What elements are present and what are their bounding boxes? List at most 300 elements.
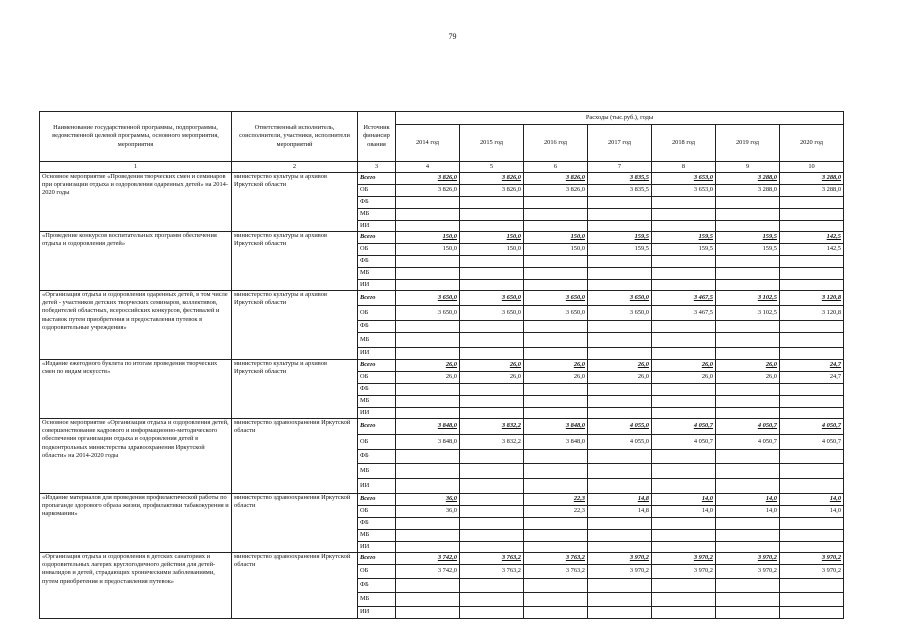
regional-budget-value: 3 653,0 bbox=[652, 185, 716, 197]
empty-cell bbox=[460, 464, 524, 479]
empty-cell bbox=[396, 579, 460, 593]
empty-cell bbox=[588, 384, 652, 396]
empty-cell bbox=[396, 542, 460, 553]
regional-budget-value: 3 848,0 bbox=[524, 435, 588, 450]
total-value: 4 050,7 bbox=[652, 419, 716, 435]
funding-source: МБ bbox=[358, 593, 396, 607]
regional-budget-value: 3 650,0 bbox=[460, 306, 524, 321]
empty-cell bbox=[652, 197, 716, 209]
total-value: 4 050,7 bbox=[716, 419, 780, 435]
header-source: Источник финансир ования bbox=[358, 112, 396, 162]
regional-budget-value: 3 826,0 bbox=[524, 185, 588, 197]
regional-budget-value: 3 288,0 bbox=[780, 185, 844, 197]
regional-budget-value: 3 848,0 bbox=[396, 435, 460, 450]
empty-cell bbox=[524, 593, 588, 607]
funding-source: Всего bbox=[358, 419, 396, 435]
activity-name: Основное мероприятие «Организация отдыха и оздоровления детей, совершенствование кадрового и информационно-методического обеспечения организации отдыха и оздоровления детей в подконтрольных министерства здравоохранения Иркутской области» на 2014-2020 годы bbox=[40, 419, 232, 494]
regional-budget-value: 26,0 bbox=[588, 372, 652, 384]
empty-cell bbox=[652, 518, 716, 530]
funding-source: МБ bbox=[358, 209, 396, 221]
regional-budget-value: 3 970,2 bbox=[716, 565, 780, 579]
regional-budget-value: 26,0 bbox=[652, 372, 716, 384]
empty-cell bbox=[588, 593, 652, 607]
empty-cell bbox=[396, 333, 460, 348]
empty-cell bbox=[524, 607, 588, 619]
empty-cell bbox=[460, 209, 524, 221]
empty-cell bbox=[716, 333, 780, 348]
empty-cell bbox=[524, 464, 588, 479]
funding-source: ОБ bbox=[358, 435, 396, 450]
regional-budget-value: 3 288,0 bbox=[716, 185, 780, 197]
total-value: 3 650,0 bbox=[524, 291, 588, 306]
regional-budget-value: 14,0 bbox=[716, 506, 780, 518]
funding-source: ФБ bbox=[358, 579, 396, 593]
empty-cell bbox=[716, 197, 780, 209]
funding-source: ИИ bbox=[358, 542, 396, 553]
empty-cell bbox=[716, 348, 780, 360]
funding-source: ОБ bbox=[358, 565, 396, 579]
empty-cell bbox=[588, 518, 652, 530]
regional-budget-value: 3 650,0 bbox=[524, 306, 588, 321]
regional-budget-value: 150,0 bbox=[524, 244, 588, 256]
funding-source: Всего bbox=[358, 553, 396, 565]
total-value: 14,0 bbox=[716, 494, 780, 506]
total-value: 3 763,2 bbox=[524, 553, 588, 565]
total-value: 3 650,0 bbox=[588, 291, 652, 306]
empty-cell bbox=[460, 579, 524, 593]
empty-cell bbox=[780, 348, 844, 360]
empty-cell bbox=[524, 333, 588, 348]
empty-cell bbox=[716, 321, 780, 333]
empty-cell bbox=[396, 280, 460, 291]
regional-budget-value: 159,5 bbox=[652, 244, 716, 256]
executor-name: министерство культуры и архивов Иркутской области bbox=[232, 291, 358, 360]
funding-source: МБ bbox=[358, 464, 396, 479]
empty-cell bbox=[588, 579, 652, 593]
empty-cell bbox=[460, 348, 524, 360]
regional-budget-value: 3 763,2 bbox=[460, 565, 524, 579]
funding-source: Всего bbox=[358, 494, 396, 506]
empty-cell bbox=[716, 408, 780, 419]
empty-cell bbox=[652, 593, 716, 607]
funding-source: ОБ bbox=[358, 506, 396, 518]
empty-cell bbox=[780, 408, 844, 419]
empty-cell bbox=[396, 530, 460, 542]
empty-cell bbox=[652, 479, 716, 494]
empty-cell bbox=[588, 333, 652, 348]
empty-cell bbox=[588, 607, 652, 619]
empty-cell bbox=[460, 479, 524, 494]
empty-cell bbox=[524, 479, 588, 494]
total-value: 14,8 bbox=[588, 494, 652, 506]
funding-source: Всего bbox=[358, 232, 396, 244]
empty-cell bbox=[780, 579, 844, 593]
empty-cell bbox=[460, 256, 524, 268]
table-row bbox=[40, 553, 844, 565]
total-value: 24,7 bbox=[780, 360, 844, 372]
empty-cell bbox=[716, 530, 780, 542]
regional-budget-value: 3 650,0 bbox=[396, 306, 460, 321]
empty-cell bbox=[780, 280, 844, 291]
table-row bbox=[40, 291, 844, 306]
empty-cell bbox=[524, 450, 588, 464]
empty-cell bbox=[652, 607, 716, 619]
empty-cell bbox=[652, 579, 716, 593]
funding-source: МБ bbox=[358, 333, 396, 348]
empty-cell bbox=[780, 593, 844, 607]
empty-cell bbox=[652, 450, 716, 464]
regional-budget-value: 26,0 bbox=[396, 372, 460, 384]
regional-budget-value: 3 826,0 bbox=[460, 185, 524, 197]
empty-cell bbox=[396, 593, 460, 607]
funding-source: МБ bbox=[358, 268, 396, 280]
empty-cell bbox=[588, 348, 652, 360]
total-value: 36,0 bbox=[396, 494, 460, 506]
empty-cell bbox=[588, 209, 652, 221]
empty-cell bbox=[524, 197, 588, 209]
empty-cell bbox=[780, 396, 844, 408]
regional-budget-value: 24,7 bbox=[780, 372, 844, 384]
regional-budget-value: 3 826,0 bbox=[396, 185, 460, 197]
total-value: 159,5 bbox=[588, 232, 652, 244]
empty-cell bbox=[396, 408, 460, 419]
total-value: 3 763,2 bbox=[460, 553, 524, 565]
regional-budget-value: 3 763,2 bbox=[524, 565, 588, 579]
total-value: 159,5 bbox=[652, 232, 716, 244]
empty-cell bbox=[588, 450, 652, 464]
regional-budget-value: 159,5 bbox=[588, 244, 652, 256]
column-number: 5 bbox=[460, 162, 524, 173]
executor-name: министерство культуры и архивов Иркутской области bbox=[232, 360, 358, 419]
regional-budget-value: 4 050,7 bbox=[780, 435, 844, 450]
total-value: 3 848,0 bbox=[524, 419, 588, 435]
empty-cell bbox=[652, 221, 716, 232]
empty-cell bbox=[588, 530, 652, 542]
total-value: 3 650,0 bbox=[396, 291, 460, 306]
header-executor: Ответственный исполнитель, соисполнители, участники, исполнители мероприятий bbox=[232, 112, 358, 162]
column-number: 1 bbox=[40, 162, 232, 173]
table-row bbox=[40, 494, 844, 506]
total-value: 3 970,2 bbox=[652, 553, 716, 565]
empty-cell bbox=[396, 384, 460, 396]
total-value: 26,0 bbox=[460, 360, 524, 372]
empty-cell bbox=[460, 221, 524, 232]
empty-cell bbox=[396, 396, 460, 408]
total-value: 26,0 bbox=[716, 360, 780, 372]
empty-cell bbox=[524, 384, 588, 396]
empty-cell bbox=[524, 348, 588, 360]
empty-cell bbox=[588, 280, 652, 291]
empty-cell bbox=[460, 530, 524, 542]
funding-source: ИИ bbox=[358, 280, 396, 291]
total-value: 3 970,2 bbox=[716, 553, 780, 565]
total-value: 4 050,7 bbox=[780, 419, 844, 435]
total-value: 150,0 bbox=[460, 232, 524, 244]
regional-budget-value: 26,0 bbox=[460, 372, 524, 384]
empty-cell bbox=[460, 593, 524, 607]
empty-cell bbox=[652, 542, 716, 553]
total-value: 3 288,0 bbox=[716, 173, 780, 185]
empty-cell bbox=[780, 384, 844, 396]
empty-cell bbox=[716, 464, 780, 479]
column-number: 2 bbox=[232, 162, 358, 173]
column-number: 7 bbox=[588, 162, 652, 173]
regional-budget-value: 3 970,2 bbox=[652, 565, 716, 579]
total-value: 22,3 bbox=[524, 494, 588, 506]
empty-cell bbox=[716, 518, 780, 530]
column-number: 4 bbox=[396, 162, 460, 173]
empty-cell bbox=[396, 348, 460, 360]
empty-cell bbox=[780, 256, 844, 268]
empty-cell bbox=[524, 321, 588, 333]
regional-budget-value: 3 102,5 bbox=[716, 306, 780, 321]
empty-cell bbox=[524, 221, 588, 232]
empty-cell bbox=[460, 280, 524, 291]
empty-cell bbox=[716, 256, 780, 268]
empty-cell bbox=[716, 450, 780, 464]
empty-cell bbox=[396, 464, 460, 479]
total-value: 14,0 bbox=[652, 494, 716, 506]
regional-budget-value: 4 055,0 bbox=[588, 435, 652, 450]
empty-cell bbox=[780, 209, 844, 221]
empty-cell bbox=[588, 197, 652, 209]
funding-source: ФБ bbox=[358, 321, 396, 333]
empty-cell bbox=[524, 209, 588, 221]
column-number: 10 bbox=[780, 162, 844, 173]
empty-cell bbox=[780, 221, 844, 232]
empty-cell bbox=[716, 268, 780, 280]
header-year: 2019 год bbox=[716, 125, 780, 162]
empty-cell bbox=[716, 579, 780, 593]
empty-cell bbox=[588, 268, 652, 280]
regional-budget-value: 3 650,0 bbox=[588, 306, 652, 321]
total-value: 159,5 bbox=[716, 232, 780, 244]
total-value: 3 826,0 bbox=[396, 173, 460, 185]
column-number: 3 bbox=[358, 162, 396, 173]
empty-cell bbox=[524, 280, 588, 291]
regional-budget-value bbox=[460, 506, 524, 518]
empty-cell bbox=[396, 607, 460, 619]
empty-cell bbox=[460, 450, 524, 464]
header-year: 2016 год bbox=[524, 125, 588, 162]
regional-budget-value: 150,0 bbox=[460, 244, 524, 256]
header-year: 2014 год bbox=[396, 125, 460, 162]
activity-name: «Организация отдыха и оздоровления одаренных детей, в том числе детей - участников детских творческих семинаров, коллективов, победителей областных, всероссийских конкурсов, фестивалей и выставок путем приобретения и предоставления путевок в оздоровительные учреждения» bbox=[40, 291, 232, 360]
column-number: 8 bbox=[652, 162, 716, 173]
empty-cell bbox=[524, 256, 588, 268]
regional-budget-value: 3 970,2 bbox=[588, 565, 652, 579]
empty-cell bbox=[524, 530, 588, 542]
total-value: 3 653,0 bbox=[652, 173, 716, 185]
empty-cell bbox=[716, 542, 780, 553]
empty-cell bbox=[396, 197, 460, 209]
empty-cell bbox=[652, 209, 716, 221]
empty-cell bbox=[524, 396, 588, 408]
funding-source: ФБ bbox=[358, 518, 396, 530]
empty-cell bbox=[652, 530, 716, 542]
total-value: 3 650,0 bbox=[460, 291, 524, 306]
empty-cell bbox=[716, 209, 780, 221]
regional-budget-value: 22,3 bbox=[524, 506, 588, 518]
empty-cell bbox=[652, 384, 716, 396]
table-row bbox=[40, 419, 844, 435]
regional-budget-value: 3 120,8 bbox=[780, 306, 844, 321]
regional-budget-value: 14,0 bbox=[652, 506, 716, 518]
empty-cell bbox=[780, 450, 844, 464]
funding-source: ОБ bbox=[358, 185, 396, 197]
header-year: 2018 год bbox=[652, 125, 716, 162]
funding-source: МБ bbox=[358, 530, 396, 542]
empty-cell bbox=[588, 479, 652, 494]
executor-name: министерство культуры и архивов Иркутской области bbox=[232, 232, 358, 291]
empty-cell bbox=[716, 593, 780, 607]
empty-cell bbox=[716, 221, 780, 232]
funding-source: ФБ bbox=[358, 384, 396, 396]
regional-budget-value: 159,5 bbox=[716, 244, 780, 256]
regional-budget-value: 3 467,5 bbox=[652, 306, 716, 321]
empty-cell bbox=[780, 321, 844, 333]
funding-source: ФБ bbox=[358, 197, 396, 209]
total-value bbox=[460, 494, 524, 506]
total-value: 26,0 bbox=[588, 360, 652, 372]
total-value: 150,0 bbox=[524, 232, 588, 244]
executor-name: министерство здравоохранения Иркутской области bbox=[232, 494, 358, 553]
total-value: 26,0 bbox=[524, 360, 588, 372]
total-value: 3 826,0 bbox=[460, 173, 524, 185]
empty-cell bbox=[460, 518, 524, 530]
empty-cell bbox=[396, 321, 460, 333]
funding-source: Всего bbox=[358, 360, 396, 372]
budget-table bbox=[39, 111, 844, 619]
empty-cell bbox=[780, 530, 844, 542]
empty-cell bbox=[716, 384, 780, 396]
table-row bbox=[40, 360, 844, 372]
funding-source: ИИ bbox=[358, 221, 396, 232]
empty-cell bbox=[780, 333, 844, 348]
empty-cell bbox=[652, 256, 716, 268]
funding-source: ИИ bbox=[358, 479, 396, 494]
funding-source: ФБ bbox=[358, 450, 396, 464]
funding-source: ИИ bbox=[358, 408, 396, 419]
funding-source: ИИ bbox=[358, 607, 396, 619]
column-number: 9 bbox=[716, 162, 780, 173]
empty-cell bbox=[716, 280, 780, 291]
funding-source: ФБ bbox=[358, 256, 396, 268]
header-expenses: Расходы (тыс.руб.), годы bbox=[396, 112, 844, 125]
empty-cell bbox=[780, 542, 844, 553]
empty-cell bbox=[780, 268, 844, 280]
regional-budget-value: 14,0 bbox=[780, 506, 844, 518]
empty-cell bbox=[460, 384, 524, 396]
total-value: 4 055,0 bbox=[588, 419, 652, 435]
empty-cell bbox=[652, 408, 716, 419]
total-value: 150,0 bbox=[396, 232, 460, 244]
total-value: 3 835,5 bbox=[588, 173, 652, 185]
empty-cell bbox=[780, 464, 844, 479]
funding-source: ОБ bbox=[358, 244, 396, 256]
total-value: 3 742,0 bbox=[396, 553, 460, 565]
empty-cell bbox=[652, 268, 716, 280]
empty-cell bbox=[780, 479, 844, 494]
total-value: 142,5 bbox=[780, 232, 844, 244]
empty-cell bbox=[652, 396, 716, 408]
empty-cell bbox=[588, 221, 652, 232]
empty-cell bbox=[396, 256, 460, 268]
activity-name: «Организация отдыха и оздоровления в детских санаториях и оздоровительных лагерях круглогодичного действия для детей-инвалидов и детей, страдающих хроническими заболеваниями, путем приобретения и предоставления путевок» bbox=[40, 553, 232, 619]
executor-name: министерство культуры и архивов Иркутской области bbox=[232, 173, 358, 232]
empty-cell bbox=[588, 464, 652, 479]
empty-cell bbox=[396, 268, 460, 280]
empty-cell bbox=[524, 518, 588, 530]
empty-cell bbox=[652, 321, 716, 333]
empty-cell bbox=[780, 607, 844, 619]
empty-cell bbox=[780, 518, 844, 530]
total-value: 3 120,8 bbox=[780, 291, 844, 306]
regional-budget-value: 14,8 bbox=[588, 506, 652, 518]
empty-cell bbox=[460, 321, 524, 333]
header-year: 2017 год bbox=[588, 125, 652, 162]
total-value: 3 467,5 bbox=[652, 291, 716, 306]
empty-cell bbox=[524, 579, 588, 593]
regional-budget-value: 142,5 bbox=[780, 244, 844, 256]
header-name: Наименование государственной программы, подпрограммы, ведомственной целевой программы, основного мероприятия, мероприятия bbox=[40, 112, 232, 162]
total-value: 3 970,2 bbox=[780, 553, 844, 565]
empty-cell bbox=[652, 464, 716, 479]
table-row bbox=[40, 232, 844, 244]
funding-source: ОБ bbox=[358, 372, 396, 384]
empty-cell bbox=[780, 197, 844, 209]
column-number: 6 bbox=[524, 162, 588, 173]
funding-source: МБ bbox=[358, 396, 396, 408]
total-value: 3 288,0 bbox=[780, 173, 844, 185]
regional-budget-value: 26,0 bbox=[524, 372, 588, 384]
empty-cell bbox=[588, 256, 652, 268]
empty-cell bbox=[396, 221, 460, 232]
funding-source: Всего bbox=[358, 291, 396, 306]
empty-cell bbox=[716, 479, 780, 494]
empty-cell bbox=[460, 333, 524, 348]
header-year: 2020 год bbox=[780, 125, 844, 162]
empty-cell bbox=[396, 209, 460, 221]
empty-cell bbox=[460, 197, 524, 209]
regional-budget-value: 150,0 bbox=[396, 244, 460, 256]
activity-name: «Проведение конкурсов воспитательных программ обеспечения отдыха и оздоровления детей» bbox=[40, 232, 232, 291]
funding-source: ОБ bbox=[358, 306, 396, 321]
regional-budget-value: 4 050,7 bbox=[716, 435, 780, 450]
empty-cell bbox=[524, 542, 588, 553]
empty-cell bbox=[652, 333, 716, 348]
empty-cell bbox=[652, 348, 716, 360]
regional-budget-value: 3 970,2 bbox=[780, 565, 844, 579]
activity-name: «Издание материалов для проведения профилактической работы по пропаганде здорового образа жизни, профилактики табакокурения и наркомании» bbox=[40, 494, 232, 553]
total-value: 26,0 bbox=[396, 360, 460, 372]
funding-source: Всего bbox=[358, 173, 396, 185]
empty-cell bbox=[460, 542, 524, 553]
empty-cell bbox=[588, 321, 652, 333]
empty-cell bbox=[460, 408, 524, 419]
header-year: 2015 год bbox=[460, 125, 524, 162]
total-value: 14,0 bbox=[780, 494, 844, 506]
regional-budget-value: 3 832,2 bbox=[460, 435, 524, 450]
empty-cell bbox=[396, 450, 460, 464]
regional-budget-value: 36,0 bbox=[396, 506, 460, 518]
empty-cell bbox=[588, 408, 652, 419]
empty-cell bbox=[524, 268, 588, 280]
empty-cell bbox=[588, 542, 652, 553]
empty-cell bbox=[396, 479, 460, 494]
funding-source: ИИ bbox=[358, 348, 396, 360]
total-value: 3 970,2 bbox=[588, 553, 652, 565]
